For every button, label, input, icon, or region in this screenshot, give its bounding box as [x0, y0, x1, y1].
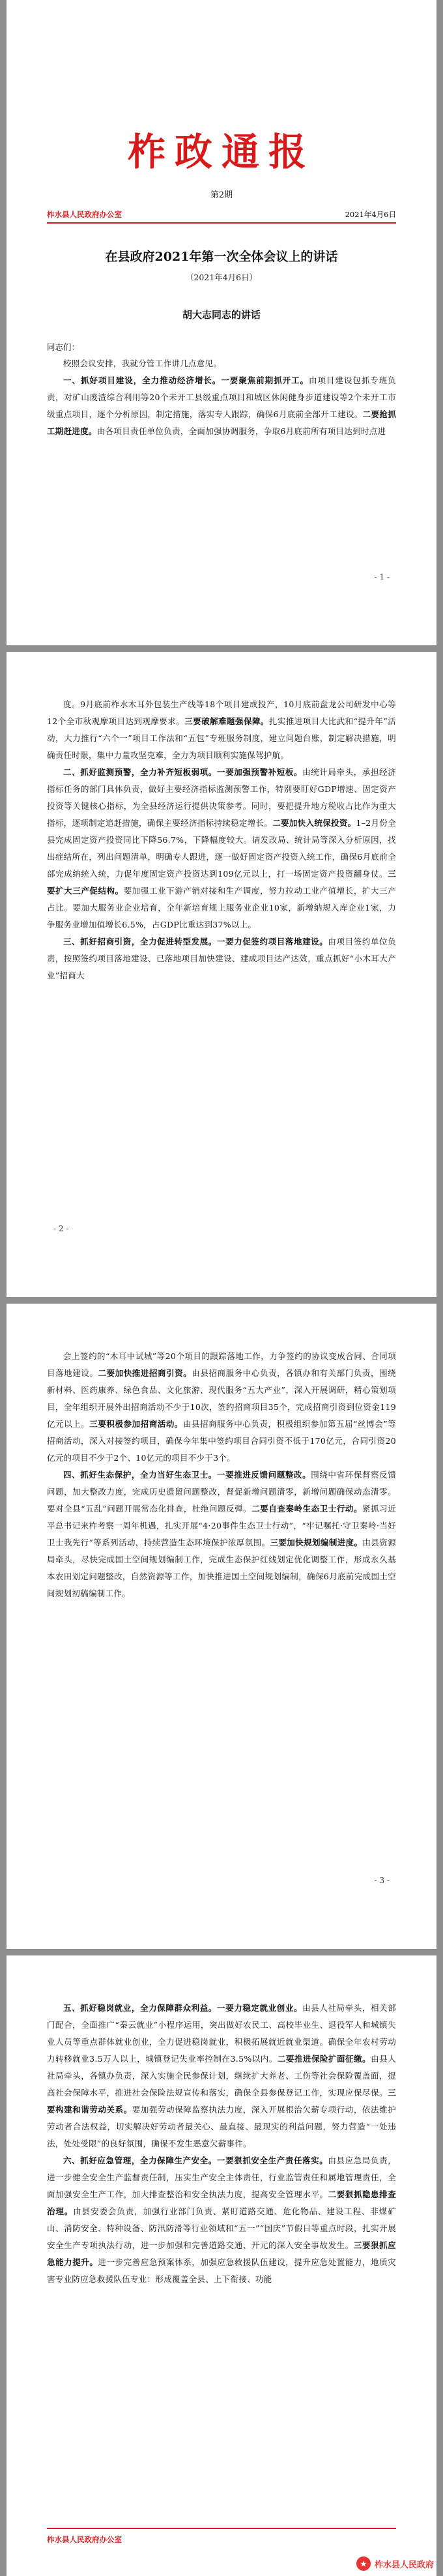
document-page-4	[7, 1955, 436, 2576]
page-number: - 1 -	[374, 572, 390, 581]
government-emblem-icon: ★	[356, 2556, 371, 2571]
page-number: - 2 -	[53, 1224, 69, 1233]
issuing-org: 柞水县人民政府办公室	[47, 210, 122, 219]
text-run: 由县人社局牵头，各镇办负责，深入实施全民参保计划，继续扩大养老、工伤等社会保险覆盖面，提高社会保障水平，推进社会保险法规宣传和落实，确保全县参保登记工作，实现应保尽保。	[47, 2054, 396, 2098]
text-run: 由各项目责任单位负责，全面加强协调服务，争取6月底前所有项目达到时点进	[96, 426, 386, 436]
issue-date: 2021年4月6日	[345, 210, 396, 219]
speaker-heading: 胡大志同志的讲话	[182, 309, 261, 321]
bold-heading-run: 三要破解难题强保障。	[184, 716, 269, 726]
bold-heading-run: 一要狠抓安全生产责任落实。	[216, 2156, 328, 2165]
bold-heading-run: 二要推进保险扩面征缴。	[277, 2054, 371, 2064]
body-text	[47, 355, 396, 440]
paragraph	[47, 2152, 396, 2288]
bold-heading-run: 三、抓好招商引资，全力促进转型发展。	[63, 937, 217, 946]
masthead-title: 柞政通报	[127, 130, 315, 174]
text-run: 扎实推进项目大比武和“提升年”活动，大力推行“六个一”项目工作法和“五包”专班服务制度，建立问题台账，制定解决措施，明确责任时限，集中力量攻坚克难，全力为项目顺利实施保驾护航。	[47, 716, 396, 760]
text-run: 由县招商服务中心负责，各镇办和有关部门负责，围绕新材料、医药康养、绿色食品、文化旅游、现代服务“五大产业”，深入开展调研，精心策划项目，全年组织开展外出招商活动不少于10次，签约招商项目35个，完成招商引资到位资金119亿元以上。	[47, 1368, 396, 1429]
bold-heading-run: 一要力稳定就业创业。	[216, 2003, 303, 2013]
bold-heading-run: 二要加快推进招商引资。	[98, 1368, 192, 1378]
text-run: 由项目建设包抓专班负责，对矿山废渣综合利用等20个未开工县级重点项目和城区休闲健身步道建设等2个未开工市级重点项目，逐个分析原因，制定措施，落实专人跟踪，确保6月底前全部开工建设。	[47, 375, 396, 419]
bold-heading-run: 三要构建和谐劳动关系。	[47, 2088, 396, 2115]
paragraph	[47, 1467, 396, 1602]
text-run: 由县安委会负责，加强行业部门负责、紧盯道路交通、危化物品、建设工程、非煤矿山、消防安全、特种设备、防汛防滑等行业领域和“五一”“国庆”节假日等重点时段，扎实开展安全生产专项执法行动，进一步加强和完善道路交通、开元的深入安全事故发生。	[47, 2206, 396, 2250]
bold-heading-run: 一要加强预警补短板。	[216, 767, 303, 777]
footer-org: 柞水县人民政府办公室	[47, 2535, 122, 2544]
text-run: 由项目签约单位负责，按照签约项目落地建设、已落地项目加快建设、建成项目达产达效，重点抓好“小木耳大产业”招商大	[47, 937, 396, 980]
bold-heading-run: 二要狠抓隐患排查治理。	[47, 2189, 396, 2216]
salutation: 同志们：	[47, 342, 80, 352]
bold-heading-run: 三要狠抓应急能力提升。	[47, 2240, 396, 2267]
document-page-3	[7, 1304, 436, 1949]
text-run: 1–2月份全县完成固定资产投资同比下降56.7%，下降幅度较大。请发改局、统计局等深入分析原因，找出症结所在，列出问题清单，明确专人跟进，逐一做好固定资产投资入统工作，确保6月底前全部完成纳统入统，力促年度固定资产投资达到109亿元以上，打一场固定资产投资翻身仗。	[47, 818, 396, 879]
paragraph	[47, 2000, 396, 2152]
text-run: 由统计局牵头，承担经济指标任务的部门具体负责，做好主要经济指标监测预警工作，特别要盯好GDP增速、固定资产投资等关键核心指标，为全县经济运行提供决策参考。同时，要把提升地方税收占比作为重大指标，逐项制定追赶措施，确保主要经济指标持续稳定增长。	[47, 767, 396, 828]
header-meta-row	[47, 209, 396, 220]
bold-heading-run: 一、抓好项目建设，全力推动经济增长。	[63, 375, 222, 385]
text-run: 要加强劳动保障监察执法力度，深入开展根治欠薪专项行动，依法维护劳动者合法权益，切实解决好劳动者最关心、最直接、最现实的利益问题，努力营造“一处违法，处处受限”的良好氛围，确保不发生恶意欠薪事件。	[47, 2105, 396, 2148]
text-run: 围绕中省环保督察反馈问题，加大整改力度，完成历史遗留问题整改，督促新增问题清零，新增问题确保动态清零。要对全县“五乱”问题开展常态化排查，杜绝问题反弹。	[47, 1470, 396, 1514]
watermark-badge	[356, 2556, 434, 2571]
issue-number: 第2期	[210, 190, 233, 200]
body-text	[47, 1955, 396, 2288]
bold-heading-run: 二、抓好监测预警，全力补齐短板弱项。	[63, 767, 217, 777]
text-run: 要加强工业下游产销对接和生产调度，努力拉动工业产值增长，扩大三产占比。要加大服务业企业培育，全年新培育规上服务业企业10家，新增纳规入库企业1家，力争服务业增加值增长6.5%，占GDP比重达到37%以上。	[47, 886, 396, 929]
header-red-divider	[47, 222, 396, 224]
paragraph	[47, 933, 396, 984]
page-number: - 3 -	[374, 1876, 390, 1885]
watermark-text: 柞水县人民政府	[374, 2559, 434, 2569]
paragraph	[47, 764, 396, 933]
bold-heading-run: 六、抓好应急管理，全力保障生产安全。	[63, 2156, 217, 2165]
paragraph	[47, 696, 396, 764]
bold-heading-run: 一要推进反馈问题整改。	[216, 1470, 311, 1480]
text-run: 紧抓习近平总书记来柞考察一周年机遇，扎实开展“4·20事件生态卫士行动”，“牢记嘱托·守卫秦岭·当好卫士我先行”等系列活动，持续营造生态环境保护浓厚氛围。	[47, 1504, 396, 1547]
bold-heading-run: 一要聚焦前期抓开工。	[221, 375, 309, 385]
text-run: 由县应急局负责，进一步健全安全生产监督责任制，压实生产安全主体责任，行业监管责任和属地管理责任，全面加强安全生产工作，加大排查整治和安全执法力度，提高安全管理水平。	[47, 2156, 396, 2199]
text-run: 会上签约的“木耳中试城”等20个项目的跟踪落地工作，力争签约的协议变成合同、合同项目落地建设。	[47, 1351, 396, 1378]
bold-heading-run: 二要抢抓工期赶进度。	[47, 409, 396, 436]
text-run: 进一步完善应急预案体系，加强应急救援队伍建设，提升应急处置能力，地质灾害专业防应急救援队伍专业：形成覆盖全县、上下衔接、功能	[47, 2257, 396, 2284]
bold-heading-run: 三要加快规划编制进度。	[270, 1538, 363, 1547]
bold-heading-run: 一要力促签约项目落地建设。	[216, 937, 328, 946]
speech-date: （2021年4月6日）	[185, 272, 258, 282]
bold-heading-run: 三要积极参加招商活动。	[89, 1419, 183, 1429]
bold-heading-run: 二要加快入统保投资。	[272, 818, 356, 828]
document-page-1	[7, 0, 436, 645]
text-run: 由县资源局牵头，尽快完成国土空间规划编制工作，完成生态保护红线划定优化调整工作，形成永久基本农田划定问题整改，自然资源等工作，加快推进国土空间规划编制，确保6月底前完成国土空间规划初稿编制工作。	[47, 1538, 396, 1598]
bold-heading-run: 四、抓好生态保护，全力当好生态卫士。	[63, 1470, 217, 1480]
paragraph	[47, 1348, 396, 1467]
text-run: 度。9月底前柞水木耳外包装生产线等18个项目建成投产，10月底前盘龙公司研发中心等12个全市秋观摩项目达到观摩要求。	[47, 699, 396, 726]
body-text	[47, 1304, 396, 1602]
speech-title: 在县政府2021年第一次全体会议上的讲话	[105, 250, 338, 264]
text-run: 校照会议安排，我就分管工作讲几点意见。	[63, 359, 222, 368]
bold-heading-run: 五、抓好稳岗就业，全力保障群众利益。	[63, 2003, 217, 2013]
body-text	[47, 652, 396, 984]
paragraph	[47, 372, 396, 440]
bold-heading-run: 三要扩大三产促结构。	[47, 869, 396, 896]
text-run: 由县人社局牵头，相关部门配合，全面推广“秦云就业”小程序运用，突出做好农民工、高校毕业生、退役军人和城镇失业人员等重点群体就业创业，全力促进稳岗就业，积极拓展就近就业渠道。确保全年农村劳动力转移就业3.5万人以上，城镇登记失业率控制在3.5%以内。	[47, 2003, 396, 2064]
text-run: 由县招商服务中心负责，积极组织参加第五届“丝博会”等招商活动，深入对接签约项目，确保今年集中签约项目合同引资不低于170亿元，合同引资20亿元的项目不少于2个、10亿元的项目不少于3个。	[47, 1419, 396, 1463]
bold-heading-run: 二要自查秦岭生态卫士行动。	[251, 1504, 363, 1514]
footer-red-divider	[47, 2528, 396, 2529]
document-page-2	[7, 652, 436, 1297]
paragraph	[47, 355, 396, 372]
